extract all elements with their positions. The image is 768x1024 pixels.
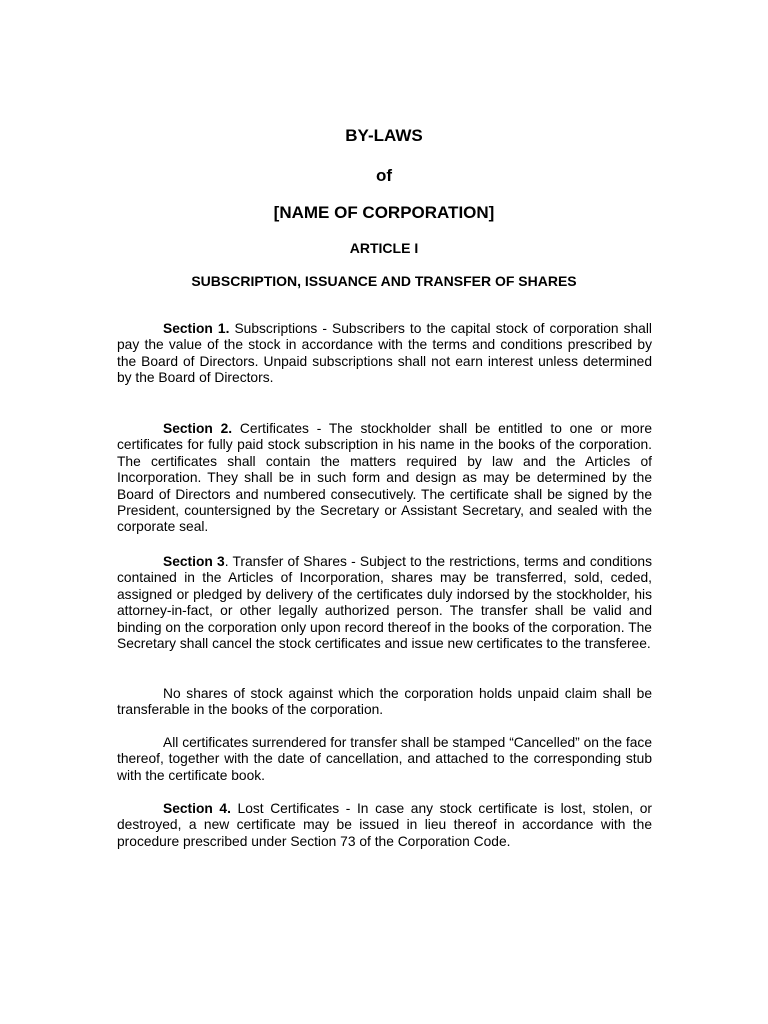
section-1-paragraph	[117, 321, 652, 387]
section-3-text: . Transfer of Shares - Subject to the restrictions, terms and conditions contained in the Articles of Incorporation, shares may be transferred, sold, ceded, assigned or pledged by delivery of the certificates duly indorsed by the stockholder, his attorney-in-fact, or other legally authorized person. The transfer shall be valid and binding on the corporation only upon record thereof in the books of the corporation. The Secretary shall cancel the stock certificates and issue new certificates to the transferee.	[117, 554, 652, 652]
article-heading: SUBSCRIPTION, ISSUANCE AND TRANSFER OF SHARES	[191, 273, 577, 289]
section-2-text: Certificates - The stockholder shall be entitled to one or more certificates for fully paid stock subscription in his name in the books of the corporation. The certificates shall contain the matters required by law and the Articles of Incorporation. They shall be in such form and design as may be determined by the Board of Directors and numbered consecutively. The certificate shall be signed by the President, countersigned by the Secretary or Assistant Secretary, and sealed with the corporate seal.	[117, 421, 652, 535]
corporation-name: [NAME OF CORPORATION]	[273, 203, 495, 222]
article-number: ARTICLE I	[349, 240, 419, 256]
section-3-label: Section 3	[163, 554, 225, 569]
section-1-label: Section 1.	[163, 321, 230, 336]
section-4-text: Lost Certificates - In case any stock certificate is lost, stolen, or destroyed, a new certificate may be issued in lieu thereof in accordance with the procedure prescribed under Section 73 of the Corporation Code.	[117, 801, 653, 849]
document-title: BY-LAWS	[345, 126, 423, 145]
section-3-paragraph	[117, 554, 652, 652]
section-1-text: Subscriptions - Subscribers to the capital stock of corporation shall pay the value of the stock in accordance with the terms and conditions prescribed by the Board of Directors. Unpaid subscriptions shall not earn interest unless determined by the Board of Directors.	[117, 321, 652, 386]
section-4-label: Section 4.	[163, 801, 231, 816]
cancelled-certificates-paragraph: All certificates surrendered for transfer shall be stamped “Cancelled” on the face thereof, together with the date of cancellation, and attached to the corresponding stub with the certificate book.	[117, 735, 652, 783]
section-2-paragraph	[117, 421, 652, 536]
of-line: of	[375, 166, 393, 185]
section-4-paragraph	[117, 801, 652, 850]
unpaid-claim-paragraph: No shares of stock against which the corporation holds unpaid claim shall be transferable in the books of the corporation.	[117, 686, 652, 718]
section-2-label: Section 2.	[163, 421, 233, 436]
